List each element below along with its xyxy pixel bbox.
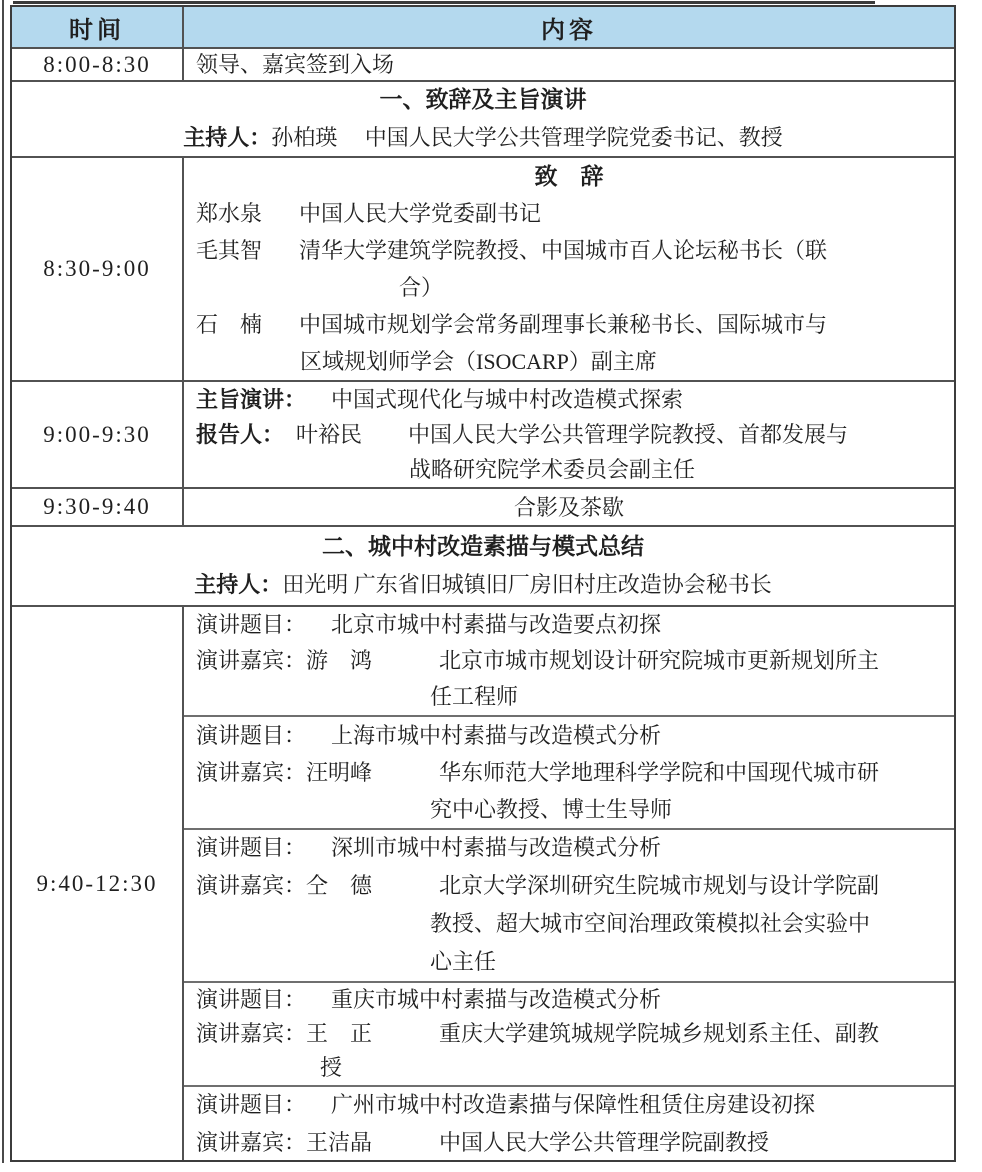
talk-guest-affiliation: 华东师范大学地理科学学院和中国现代城市研 (439, 759, 880, 785)
speaker-line (184, 306, 954, 343)
speaker-title: 清华大学建筑学院教授、中国城市百人论坛秘书长（联 (299, 238, 828, 263)
talk-guest-label: 演讲嘉宾： (196, 1129, 307, 1155)
talk-guest-affiliation: 北京市城市规划设计研究院城市更新规划所主 (439, 647, 880, 673)
section2-title: 二、城中村改造素描与模式总结 (322, 534, 644, 559)
keynote-speaker-label: 报告人： (196, 422, 285, 447)
talk-topic: 重庆市城中村素描与改造模式分析 (331, 986, 662, 1012)
section1-title: 一、致辞及主旨演讲 (379, 87, 587, 112)
talk-guest-line (184, 1017, 954, 1051)
talk-topic-line (184, 983, 954, 1017)
time-cell: 8:00-8:30 (12, 49, 184, 80)
talk-affiliation-cont: 心主任 (430, 949, 497, 974)
talk-block-beijing (184, 607, 954, 715)
talk-guest-name: 游 鸿 (306, 647, 373, 673)
row-opening (12, 156, 954, 380)
speaker-name: 郑水泉 (196, 201, 263, 226)
row-signin (12, 47, 954, 80)
talk-topic-line (184, 1086, 954, 1124)
speaker-name: 毛其智 (196, 238, 263, 263)
scan-artifact-top-line (13, 1, 875, 4)
talk-guest-line (184, 1124, 954, 1162)
talk-guest-label: 演讲嘉宾： (196, 759, 307, 785)
keynote-topic-line (184, 382, 954, 417)
row-break (12, 487, 954, 525)
talk-affiliation-cont: 究中心教授、博士生导师 (430, 796, 673, 822)
talk-guest-label: 演讲嘉宾： (196, 1020, 307, 1046)
opening-title: 致 辞 (534, 164, 604, 189)
talk-topic-line (184, 717, 954, 754)
talk-topic: 上海市城中村素描与改造模式分析 (331, 722, 662, 748)
time-cell: 9:40-12:30 (12, 607, 184, 1160)
talk-topic: 北京市城中村素描与改造要点初探 (331, 611, 662, 637)
host-label: 主持人： (183, 125, 272, 150)
talk-affiliation-cont: 授 (320, 1054, 343, 1080)
scan-artifact-left-line (2, 0, 4, 1163)
keynote-topic-label: 主旨演讲： (196, 387, 307, 412)
speaker-title-cont: 区域规划师学会（ISOCARP）副主席 (300, 349, 657, 374)
keynote-topic: 中国式现代化与城中村改造模式探索 (331, 387, 684, 412)
talk-topic: 广州市城中村改造素描与保障性租赁住房建设初探 (331, 1091, 816, 1117)
speaker-name: 石 楠 (196, 312, 263, 337)
host-name: 孙柏瑛 中国人民大学公共管理学院党委书记、教授 (271, 125, 783, 150)
talk-guest-affiliation: 中国人民大学公共管理学院副教授 (439, 1129, 770, 1155)
speaker-title-cont: 合） (399, 275, 444, 300)
time-cell: 8:30-9:00 (12, 158, 184, 380)
host-name: 田光明 广东省旧城镇旧厂房旧村庄改造协会秘书长 (282, 572, 772, 597)
talk-block-shenzhen (184, 828, 954, 981)
talk-topic-label: 演讲题目： (196, 722, 307, 748)
speaker-line (184, 195, 954, 232)
row-keynote (12, 380, 954, 487)
signin-content: 领导、嘉宾签到入场 (196, 52, 395, 77)
talk-guest-name: 仝 德 (306, 873, 373, 898)
keynote-speaker-title-cont: 战略研究院学术委员会副主任 (409, 457, 696, 482)
talk-guest-label: 演讲嘉宾： (196, 873, 307, 898)
speaker-line (184, 232, 954, 269)
talk-topic-line (184, 829, 954, 867)
section-row-2 (12, 525, 954, 605)
section1-host-line (12, 119, 954, 157)
talk-guest-line (184, 643, 954, 679)
keynote-speaker-title: 中国人民大学公共管理学院教授、首都发展与 (408, 422, 849, 447)
section-row-1 (12, 80, 954, 156)
talk-affiliation-cont: 教授、超大城市空间治理政策模拟社会实验中 (430, 911, 871, 936)
talk-block-shanghai (184, 715, 954, 828)
keynote-speaker-name: 叶裕民 (296, 422, 363, 447)
talk-guest-name: 汪明峰 (306, 759, 373, 785)
talk-topic: 深圳市城中村素描与改造模式分析 (331, 835, 662, 860)
time-cell: 9:00-9:30 (12, 382, 184, 487)
talk-topic-label: 演讲题目： (196, 986, 307, 1012)
row-session (12, 605, 954, 1160)
talk-guest-name: 王洁晶 (306, 1129, 373, 1155)
talk-guest-affiliation: 重庆大学建筑城规学院城乡规划系主任、副教 (439, 1020, 880, 1046)
content-column-header: 内容 (541, 17, 597, 44)
speaker-title: 中国人民大学党委副书记 (299, 201, 542, 226)
talk-topic-label: 演讲题目： (196, 611, 307, 637)
time-column-header: 时间 (12, 7, 184, 47)
talk-guest-line (184, 754, 954, 791)
talk-guest-line (184, 867, 954, 905)
talk-topic-label: 演讲题目： (196, 1091, 307, 1117)
time-cell: 9:30-9:40 (12, 489, 184, 525)
host-label: 主持人： (194, 572, 283, 597)
talk-block-guangzhou (184, 1085, 954, 1161)
break-content: 合影及茶歇 (513, 494, 624, 520)
talk-affiliation-cont: 任工程师 (430, 683, 519, 709)
talk-guest-label: 演讲嘉宾： (196, 647, 307, 673)
talk-block-chongqing (184, 981, 954, 1085)
schedule-table (10, 5, 956, 1162)
keynote-speaker-line (184, 417, 954, 452)
talk-topic-line (184, 607, 954, 643)
header-row (12, 7, 954, 47)
talk-topic-label: 演讲题目： (196, 835, 307, 860)
talk-guest-affiliation: 北京大学深圳研究生院城市规划与设计学院副 (439, 873, 880, 898)
section2-host-line (12, 566, 954, 604)
speaker-title: 中国城市规划学会常务副理事长兼秘书长、国际城市与 (299, 312, 828, 337)
talk-guest-name: 王 正 (306, 1020, 373, 1046)
